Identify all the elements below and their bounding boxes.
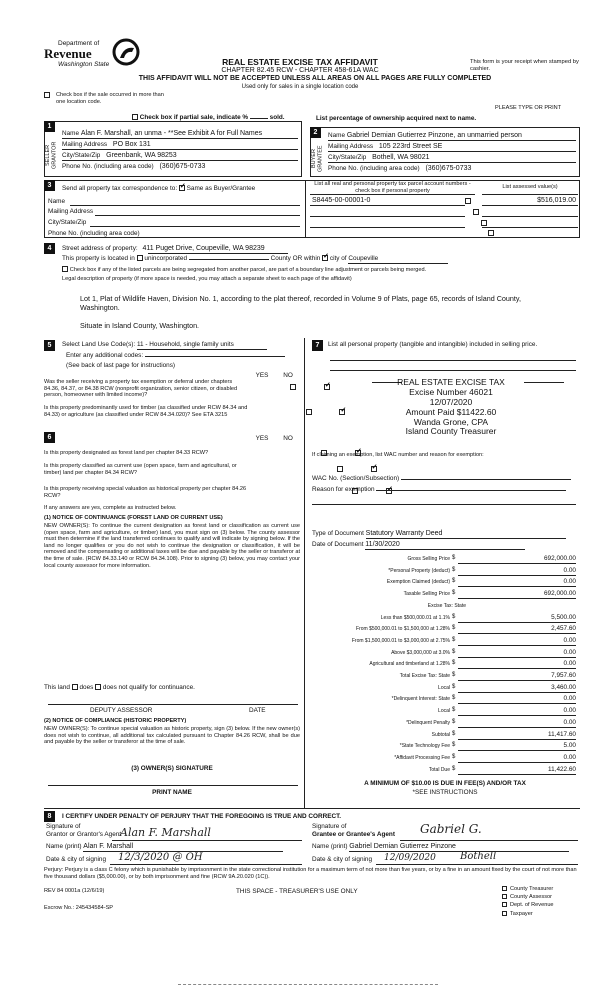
grantor-signature: Alan F. Marshall <box>120 826 211 839</box>
grantor-date-line[interactable] <box>110 864 302 865</box>
multi-location-checkbox[interactable] <box>44 92 50 98</box>
tax-row-value[interactable]: 0.00 <box>458 695 576 704</box>
buyer-city-line <box>328 162 576 163</box>
land-qualify-row <box>44 684 300 692</box>
rev-number: REV 84 0001a (12/6/19) <box>44 888 105 894</box>
tax-row-value[interactable]: 2,457.60 <box>458 625 576 634</box>
grantee-signature-line[interactable] <box>400 840 578 841</box>
land-use-code[interactable]: 11 - Household, single family units <box>137 341 267 350</box>
grantor-date-label: Date & city of signing <box>46 856 107 863</box>
personal-property-label: List all personal property (tangible and intangible) included in selling price. <box>328 341 538 348</box>
parcel-personal-checkbox-1[interactable] <box>465 198 471 204</box>
reason-line-2[interactable] <box>312 504 576 505</box>
seller-name[interactable]: Alan F. Marshall, an unma - **See Exhibit A for Full Names <box>80 130 263 137</box>
seller-mailing-label: Mailing Address <box>62 141 108 148</box>
please-type: PLEASE TYPE OR PRINT <box>495 105 562 111</box>
tax-row-value[interactable]: 0.00 <box>458 567 576 576</box>
tax-row <box>330 648 576 659</box>
buyer-phone-label: Phone No. (including area code) <box>328 165 420 172</box>
buyer-city-label: City/State/Zip <box>328 154 367 161</box>
grantee-date: 12/09/2020 <box>384 853 436 863</box>
dollar-sign: $ <box>452 730 456 737</box>
document-date-row <box>312 541 578 550</box>
s6-yes-header: YES <box>255 435 269 442</box>
s5-q1-yes-checkbox[interactable] <box>290 384 296 390</box>
s6-q2-yes-checkbox[interactable] <box>337 466 343 472</box>
dollar-sign: $ <box>452 718 456 725</box>
personal-property-line-1[interactable] <box>330 360 576 361</box>
minimum-due-note: A MINIMUM OF $10.00 IS DUE IN FEE(S) AND/OR TAX <box>364 780 526 787</box>
assessed-line-1 <box>482 205 578 206</box>
grantee-date-line[interactable] <box>376 864 578 865</box>
dollar-sign: $ <box>452 742 456 749</box>
tax-row-value[interactable]: 7,957.60 <box>458 672 576 681</box>
form-title: REAL ESTATE EXCISE TAX AFFIDAVIT <box>222 57 378 67</box>
stamp-name: Wanda Grone, CPA <box>413 417 489 427</box>
wac-field[interactable] <box>401 479 571 480</box>
dollar-sign: $ <box>452 683 456 690</box>
stamp-date: 12/07/2020 <box>429 397 473 407</box>
reason-label: Reason for exemption <box>312 486 375 493</box>
exemption-claim-label: If claiming an exemption, list WAC number and reason for exemption: <box>312 452 484 458</box>
same-as-buyer-checkbox[interactable] <box>179 185 185 191</box>
additional-codes-field[interactable] <box>145 356 285 357</box>
seller-mailing[interactable]: PO Box 131 <box>112 141 151 148</box>
buyer-phone[interactable]: (360)675-0733 <box>425 165 472 172</box>
document-date-label: Date of Document <box>312 541 364 548</box>
tax-row-label: Subtotal <box>431 731 450 738</box>
multi-location-label: Check box if the sale occurred in more than one location code. <box>56 92 164 105</box>
copy-label: Dept. of Revenue <box>510 902 554 909</box>
if-yes-note: If any answers are yes, complete as instructed below. <box>44 505 177 511</box>
tax-row-value[interactable]: 0.00 <box>458 707 576 716</box>
tax-row-label: Above $3,000,000 at 3.0% <box>391 649 450 656</box>
grantee-date-label: Date & city of signing <box>312 856 373 863</box>
dollar-sign: $ <box>452 695 456 702</box>
s6-q2-no-checkbox[interactable] <box>371 466 377 472</box>
tax-row-value[interactable]: 0.00 <box>458 578 576 587</box>
land-does-not-checkbox[interactable] <box>95 684 101 690</box>
see-back-note: (See back of last page for instructions) <box>66 362 176 369</box>
land-use-row <box>62 341 302 350</box>
buyer-mailing[interactable]: 105 223rd Street SE <box>378 143 443 150</box>
form-warning: THIS AFFIDAVIT WILL NOT BE ACCEPTED UNLESS ALL AREAS ON ALL PAGES ARE FULLY COMPLETED <box>138 75 492 82</box>
grantee-name-row <box>312 843 578 852</box>
section-1-number: 1 <box>44 121 55 132</box>
dollar-sign: $ <box>452 625 456 632</box>
copy-item <box>502 894 582 901</box>
tax-row <box>330 601 576 612</box>
notice-2-title: (2) NOTICE OF COMPLIANCE (HISTORIC PROPERTY) <box>44 718 187 724</box>
parcel-personal-checkbox-4[interactable] <box>488 230 494 236</box>
document-type-label: Type of Document <box>312 530 364 537</box>
dollar-sign: $ <box>452 555 456 561</box>
excise-stamp <box>328 375 574 436</box>
tax-row-value[interactable]: 11,422.60 <box>458 766 576 775</box>
s6-question-1: Is this property designated as forest land per chapter 84.33 RCW? <box>44 450 209 456</box>
parcel-personal-checkbox-3[interactable] <box>481 220 487 226</box>
additional-codes-label: Enter any additional codes: <box>66 352 144 359</box>
s3-divider <box>305 180 306 238</box>
buyer-name-label: Name <box>328 132 346 139</box>
additional-codes-row <box>66 352 302 360</box>
seller-name-line <box>62 138 298 139</box>
section-2-number: 2 <box>310 127 321 138</box>
copy-label: County Treasurer <box>510 886 554 892</box>
s3-phone-line[interactable] <box>135 237 300 238</box>
buyer-mailing-line <box>328 151 576 152</box>
seller-mailing-line <box>62 149 298 150</box>
tax-row <box>330 566 576 577</box>
segregated-row <box>62 266 562 274</box>
street-line <box>148 253 288 254</box>
send-correspondence-row <box>62 185 312 193</box>
tax-row-value[interactable]: 11,417.60 <box>458 731 576 740</box>
tax-row <box>330 730 576 741</box>
located-row <box>62 255 502 264</box>
same-as-buyer-label: Same as Buyer/Grantee <box>186 185 256 192</box>
copy-item <box>502 911 582 918</box>
receipt-note: This form is your receipt when stamped by cashier. <box>470 59 579 72</box>
reason-row <box>312 486 578 494</box>
located-text: This property is located in <box>62 255 135 262</box>
perjury-statement <box>44 867 580 881</box>
copy-checkbox[interactable] <box>502 894 507 899</box>
parcel-line-2 <box>310 216 465 217</box>
tax-row-label: Less than $500,000.01 at 1.1% <box>380 614 450 621</box>
copy-label: County Assessor <box>510 894 552 901</box>
treasurer-bottom-rule <box>178 984 438 985</box>
certify-statement: I CERTIFY UNDER PENALTY OF PERJURY THAT THE FOREGOING IS TRUE AND CORRECT. <box>62 813 342 820</box>
buyer-side-label: BUYER GRANTEE <box>310 140 321 177</box>
s3-name-label: Name <box>48 198 66 205</box>
grantor-signature-line[interactable] <box>112 840 302 841</box>
tax-row-value[interactable]: 692,000.00 <box>458 555 576 564</box>
city-of-label: city of <box>329 255 347 262</box>
grantor-name[interactable]: Alan F. Marshall <box>83 843 283 852</box>
s5-question-2: Is this property predominantly used for timber (as classified under RCW 84.34 and 84.33) or agriculture (as classified under RCW 84.34.020)? See ETA 3215 <box>44 405 248 418</box>
tax-row-value[interactable]: 0.00 <box>458 649 576 658</box>
tax-row-label: From $500,000.01 to $1,500,000 at 1.28% <box>356 626 450 633</box>
dollar-sign: $ <box>452 672 456 678</box>
grantor-agent-label: Grantor or Grantor's Agent <box>46 831 122 838</box>
tax-row <box>330 589 576 600</box>
tax-row <box>330 694 576 705</box>
assessed-line-3 <box>482 227 578 228</box>
seller-phone[interactable]: (360)675-0733 <box>159 163 206 170</box>
segregated-note: Check box if any of the listed parcels are being segregated from another parcel, are part of a boundary line adjustment or parcels being merged. <box>69 267 427 273</box>
grantee-city: Bothell <box>460 851 497 862</box>
grantee-name-label: Name (print) <box>312 843 348 850</box>
copy-item <box>502 902 582 909</box>
dollar-sign: $ <box>452 636 456 643</box>
tax-row-label: *Delinquent Penalty <box>406 719 450 726</box>
s5-no-header: NO <box>283 372 293 379</box>
seller-city-label: City/State/Zip <box>62 152 101 159</box>
dollar-sign: $ <box>452 613 456 620</box>
seller-city[interactable]: Greenbank, WA 98253 <box>106 152 177 159</box>
tax-row <box>330 554 576 565</box>
dollar-sign: $ <box>452 566 456 573</box>
dollar-sign: $ <box>452 578 456 585</box>
parcel-personal-checkbox-2[interactable] <box>473 209 479 215</box>
grantee-sig-label-1: Signature of <box>312 823 347 830</box>
tax-row-value[interactable]: 0.00 <box>458 754 576 763</box>
dollar-sign: $ <box>452 660 456 667</box>
legal-description-2[interactable]: Situate in Island County, Washington. <box>80 321 200 330</box>
tax-row-value[interactable]: 0.00 <box>458 637 576 646</box>
document-date[interactable]: 11/30/2020 <box>365 541 525 550</box>
s3-name-line[interactable] <box>70 205 300 206</box>
land-does-label: does <box>79 684 94 691</box>
land-use-label: Select Land Use Code(s): <box>62 341 136 348</box>
tax-row <box>330 706 576 717</box>
deputy-date-label: DATE <box>249 707 266 714</box>
city-field[interactable]: Coupeville <box>348 255 448 264</box>
section-5-number: 5 <box>44 340 55 351</box>
tax-row-value[interactable]: 0.00 <box>458 660 576 669</box>
section-3-number: 3 <box>44 180 55 191</box>
tax-row-label: Exemption Claimed (deduct) <box>386 579 450 586</box>
section-8-top-rule <box>44 808 580 809</box>
document-type-row <box>312 530 578 539</box>
tax-row-label: *State Technology Fee <box>399 743 450 750</box>
partial-sale-checkbox[interactable] <box>132 114 138 120</box>
assessed-line-2 <box>482 216 578 217</box>
tax-row-label: Total Due <box>428 766 450 773</box>
grantor-name-label: Name (print) <box>46 843 82 850</box>
grantee-signature: Gabriel G. <box>420 822 482 836</box>
buyer-name[interactable]: Gabriel Demian Gutierrez Pinzone, an unmarried person <box>346 132 522 139</box>
tax-row <box>330 659 576 670</box>
land-does-not-label: does not qualify for continuance. <box>102 684 195 691</box>
seller-city-line <box>62 160 298 161</box>
revenue-seal-icon <box>112 38 140 66</box>
seller-name-label: Name <box>62 130 80 137</box>
tax-row-value[interactable]: 0.00 <box>458 719 576 728</box>
unincorporated-label: unincorporated <box>144 255 188 262</box>
street-address[interactable]: 411 Puget Drive, Coupeville, WA 98239 <box>142 245 265 252</box>
tax-row-value[interactable]: 3,460.00 <box>458 684 576 693</box>
land-does-checkbox[interactable] <box>72 684 78 690</box>
reason-field[interactable] <box>376 490 566 491</box>
deputy-assessor-line[interactable] <box>48 704 298 705</box>
dollar-sign: $ <box>452 753 456 760</box>
notice-1-body: NEW OWNER(S): To continue the current designation as forest land or classification as current use (open space, farm and agriculture, or timber) land, you must sign on (3) below. The county assessor must then determine if the land transferred continues to qualify and will indicate by signing below. If the land no longer qualifies or you do not wish to continue the designation or classification, it will be removed and the compensating or additional taxes will be due and payable by the seller or transferor at the time of sale. (RCW 84.33.140 or RCW 84.34.108). Prior to signing (3) below, you may contact your local county assessor for more information. <box>44 523 300 569</box>
s3-phone-label: Phone No. (including area code) <box>48 230 140 237</box>
tax-row-label: *Affidavit Processing Fee <box>394 754 450 761</box>
tax-row <box>330 613 576 624</box>
tax-row-label: *Personal Property (deduct) <box>388 567 450 574</box>
middle-divider <box>304 338 305 808</box>
tax-row-value[interactable]: 692,000.00 <box>458 590 576 599</box>
county-or-within: County OR within <box>270 255 321 262</box>
grantor-date: 12/3/2020 @ OH <box>118 852 203 863</box>
tax-row-value[interactable]: 5,500.00 <box>458 614 576 623</box>
personal-property-line-2[interactable] <box>330 370 576 371</box>
section-8-number: 8 <box>44 811 55 822</box>
grantor-sig-label-1: Signature of <box>46 823 81 830</box>
s3-mailing-label: Mailing Address <box>48 208 94 215</box>
tax-row-label: Local <box>438 708 450 715</box>
tax-row <box>330 577 576 588</box>
copy-checkbox[interactable] <box>502 886 507 891</box>
buyer-mailing-label: Mailing Address <box>328 143 374 150</box>
copy-item <box>502 886 582 893</box>
print-name-line[interactable] <box>48 785 298 786</box>
send-correspondence-label: Send all property tax correspondence to: <box>62 185 178 192</box>
s6-question-3: Is this property receiving special valuation as historical property per chapter 84.26 RCW? <box>44 486 247 499</box>
revenue-logo <box>30 38 150 74</box>
see-instructions: *SEE INSTRUCTIONS <box>412 789 478 796</box>
tax-row <box>330 671 576 682</box>
section-4-number: 4 <box>44 243 55 254</box>
treasurer-use-label: THIS SPACE - TREASURER'S USE ONLY <box>236 888 358 895</box>
tax-row-label: Gross Selling Price <box>407 556 450 562</box>
tax-row <box>330 636 576 647</box>
parcel-line-3 <box>310 227 465 228</box>
tax-row-label: Local <box>438 684 450 691</box>
assessed-header-line <box>482 194 578 195</box>
document-type[interactable]: Statutory Warranty Deed <box>366 530 566 539</box>
deputy-assessor-label: DEPUTY ASSESSOR <box>90 707 153 714</box>
copy-checkbox[interactable] <box>502 911 507 916</box>
partial-sale-sold: sold. <box>269 114 285 121</box>
street-label: Street address of property: <box>62 245 138 252</box>
tax-row-value[interactable]: 5.00 <box>458 742 576 751</box>
s5-yes-header: YES <box>255 372 269 379</box>
tax-row <box>330 753 576 764</box>
buyer-city[interactable]: Bothell, WA 98021 <box>372 154 430 161</box>
partial-sale-label: Check box if partial sale, indicate % <box>139 114 249 121</box>
wac-row <box>312 475 578 483</box>
parcel-header-line <box>310 194 475 195</box>
stamp-amount: Amount Paid $11422.60 <box>405 407 497 417</box>
dollar-sign: $ <box>452 590 456 597</box>
perjury-text: Perjury: Perjury is a class C felony which is punishable by imprisonment in the state correctional institution for a maximum term of not more than five years, or by a fine in an amount fixed by the court of not more than five thousand dollars ($5,000.00), or by both imprisonment and fine (RCW 9A.20.020 (1C)). <box>44 867 577 880</box>
s3-mailing-line[interactable] <box>95 215 300 216</box>
owner-signature-label: (3) OWNER(S) SIGNATURE <box>131 765 213 772</box>
form-chapter: CHAPTER 82.45 RCW - CHAPTER 458-61A WAC <box>221 67 379 74</box>
parcel-header: List all real and personal property tax parcel account numbers - check box if personal property <box>314 181 471 194</box>
s5-question-1: Was the seller receiving a property tax exemption or deferral under chapters 84.36, 84.37, or 84.38 RCW (nonprofit organization, senior citizen, or disabled person, homeowner with limited income)? <box>44 379 238 399</box>
tax-row <box>330 718 576 729</box>
city-of-checkbox[interactable] <box>322 255 328 261</box>
stamp-office: Island County Treasurer <box>405 426 497 436</box>
print-name-label: PRINT NAME <box>152 789 192 796</box>
stamp-title: REAL ESTATE EXCISE TAX <box>397 377 505 387</box>
notice-2-body: NEW OWNER(S): To continue special valuation as historic property, sign (3) below. If the new owner(s) does not wish to continue, all additional tax calculated pursuant to Chapter 84.26 RCW, shall be due and payable by the seller or transferor at the time of sale. <box>44 726 300 746</box>
assessed-header: List assessed value(s) <box>502 184 558 190</box>
dollar-sign: $ <box>452 648 456 655</box>
buyer-name-line <box>328 140 576 141</box>
section-7-number: 7 <box>312 340 323 351</box>
section-6-number: 6 <box>44 432 55 443</box>
s3-city-line[interactable] <box>90 226 300 227</box>
used-only-note: Used only for sales in a single location code <box>241 84 359 90</box>
seller-phone-label: Phone No. (including area code) <box>62 163 154 170</box>
dept-line-1: Department of <box>58 40 100 47</box>
tax-row-label: *Delinquent Interest: State <box>391 696 450 703</box>
copy-distribution-list <box>502 886 582 919</box>
dept-line-3: Washington State <box>58 61 110 68</box>
copy-checkbox[interactable] <box>502 902 507 907</box>
tax-row <box>330 683 576 694</box>
escrow-number: Escrow No.: 245434584-SP <box>44 905 114 911</box>
tax-row-label: Agricultural and timberland at 1.28% <box>369 661 450 668</box>
tax-row-label: From $1,500,000.01 to $3,000,000 at 2.75% <box>351 637 450 644</box>
tax-row <box>330 741 576 752</box>
notice-1-title: (1) NOTICE OF CONTINUANCE (FOREST LAND OR CURRENT USE) <box>44 515 223 521</box>
s5-q2-yes-checkbox[interactable] <box>306 409 312 415</box>
county-field[interactable] <box>189 259 269 260</box>
legal-description-label: Legal description of property (if more space is needed, you may attach a separate sheet to each page of the affidavit) <box>62 276 352 282</box>
s3-city-label: City/State/Zip <box>48 219 87 226</box>
dollar-sign: $ <box>452 707 456 714</box>
unincorporated-checkbox[interactable] <box>137 255 143 261</box>
dept-line-2: Revenue <box>44 46 92 61</box>
s6-no-header: NO <box>283 435 293 442</box>
assessed-value[interactable]: $516,019.00 <box>537 197 576 204</box>
dollar-sign: $ <box>452 765 456 772</box>
seller-side-label: SELLER GRANTOR <box>44 133 55 177</box>
tax-row <box>330 765 576 776</box>
stamp-number: Excise Number 46021 <box>409 387 493 397</box>
tax-row-label: Taxable Selling Price <box>403 591 450 598</box>
wac-label: WAC No. (Section/Subsection) <box>312 475 400 482</box>
grantee-name[interactable]: Gabriel Demian Gutierrez Pinzone <box>349 843 569 852</box>
s6-question-2: Is this property classified as current use (open space, farm and agricultural, or timber) land per chapter 84.34 RCW? <box>44 463 237 476</box>
tax-row <box>330 624 576 635</box>
land-qualify-label: This land <box>44 684 70 691</box>
legal-description-1[interactable]: Lot 1, Plat of Wildlife Haven, Division No. 1, according to the plat thereof, recorded in Volume 9 of Plats, page 65, records of Island County, Washington. <box>80 294 521 313</box>
parcel-number[interactable]: S8445-00-00001-0 <box>312 197 371 204</box>
seller-phone-row <box>62 163 298 171</box>
list-percentage-note: List percentage of ownership acquired next to name. <box>316 115 477 122</box>
grantee-agent-label: Grantee or Grantee's Agent <box>312 831 395 838</box>
segregated-checkbox[interactable] <box>62 266 68 272</box>
parcel-line-1 <box>310 205 465 206</box>
tax-row-label: Excise Tax: State <box>427 602 466 609</box>
buyer-phone-row <box>328 165 578 173</box>
copy-label: Taxpayer <box>510 910 533 917</box>
tax-row-label: Total Excise Tax: State <box>399 673 450 679</box>
partial-sale-percent[interactable] <box>250 118 268 119</box>
grantor-name-row <box>46 843 302 852</box>
